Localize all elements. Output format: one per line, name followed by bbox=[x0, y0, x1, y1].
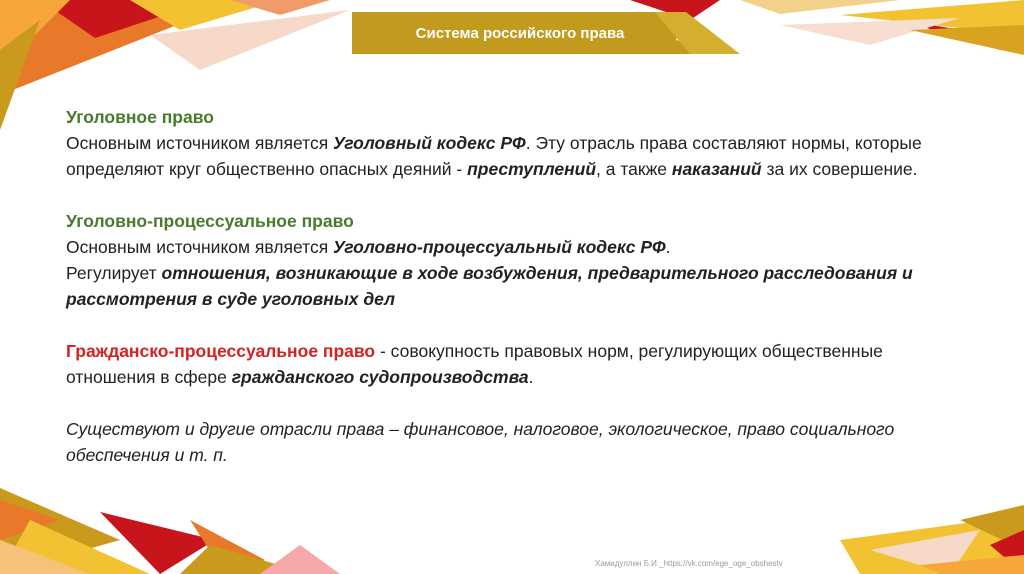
text-fragment: - совокупность правовых норм, регулирующих общественные отношения в сфере bbox=[66, 341, 883, 387]
section-heading: Уголовно-процессуальное право bbox=[66, 211, 354, 231]
text-fragment: за их совершение. bbox=[761, 159, 918, 179]
deco-triangle bbox=[910, 25, 1024, 55]
section-heading: Уголовное право bbox=[66, 107, 214, 127]
emphasis-text: Уголовно-процессуальный кодекс РФ bbox=[333, 237, 666, 257]
slide-content bbox=[66, 104, 966, 468]
deco-triangle bbox=[260, 545, 340, 574]
emphasis-text: отношения, возникающие в ходе возбуждения, предварительного расследования и рассмотрения в суде уголовных дел bbox=[66, 263, 913, 309]
page-title: Система российского права bbox=[415, 24, 625, 42]
emphasis-text: гражданского судопроизводства bbox=[231, 367, 529, 387]
text-fragment: . bbox=[665, 237, 671, 257]
text-fragment: . Эту отрасль права составляют нормы, которые определяют круг общественно опасных деяний - bbox=[66, 133, 922, 179]
emphasis-text: Уголовный кодекс РФ bbox=[333, 133, 526, 153]
footer-credit: Хамидуллин Б.И._https://vk.com/ege_oge_obshestv bbox=[595, 559, 783, 568]
section-criminal-law bbox=[66, 104, 966, 182]
section-heading: Гражданско-процессуальное право bbox=[66, 341, 376, 361]
text-fragment: Регулирует bbox=[66, 263, 162, 283]
deco-triangle bbox=[740, 0, 900, 14]
section-other-branches: Существуют и другие отрасли права – финансовое, налоговое, экологическое, право социального обеспечения и т. п. bbox=[66, 419, 895, 465]
text-fragment: , а также bbox=[596, 159, 672, 179]
text-fragment: Основным источником является bbox=[66, 237, 334, 257]
section-criminal-procedure-law bbox=[66, 208, 966, 312]
emphasis-text: преступлений bbox=[467, 159, 597, 179]
section-civil-procedure-law bbox=[66, 338, 966, 390]
text-fragment: Основным источником является bbox=[66, 133, 334, 153]
emphasis-text: наказаний bbox=[671, 159, 762, 179]
text-fragment: . bbox=[528, 367, 534, 387]
